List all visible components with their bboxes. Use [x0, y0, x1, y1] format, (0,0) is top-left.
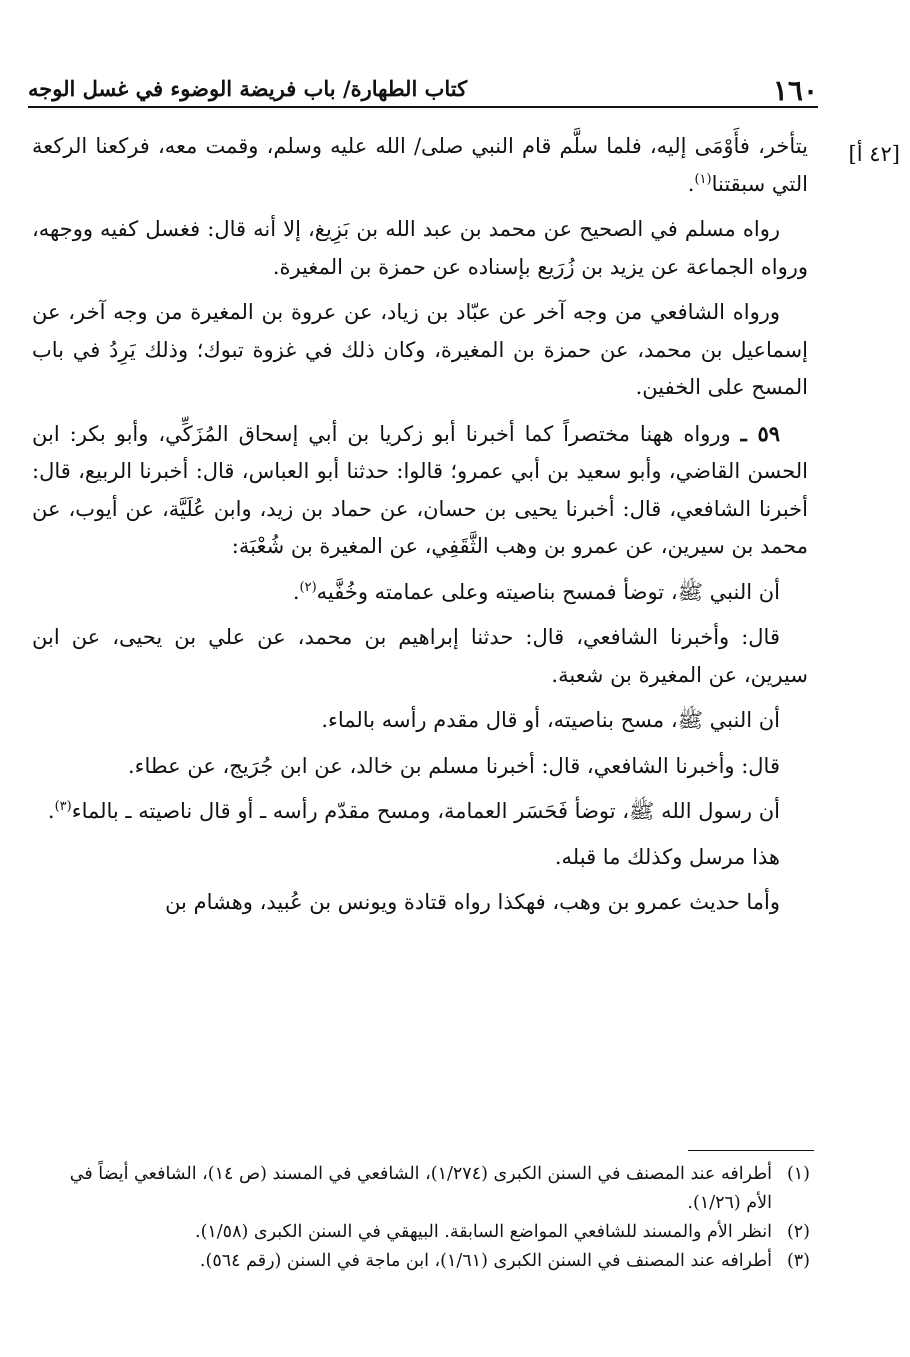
footnotes [34, 1160, 810, 1276]
footnote-text: انظر الأم والمسند للشافعي المواضع السابقة. البيهقي في السنن الكبرى (١/٥٨). [195, 1222, 772, 1242]
paragraph-9-text: أن رسول الله ﷺ، توضأ فَحَسَر العمامة، ومسح مقدّم رأسه ـ أو قال ناصيته ـ بالماء [71, 799, 780, 823]
paragraph-10: هذا مرسل وكذلك ما قبله. [554, 844, 780, 869]
paragraph-5-end: . [292, 579, 300, 604]
footnote-marker-2: (٢) [299, 579, 317, 595]
hadith-number: ٥٩ ـ [740, 420, 780, 446]
margin-folio-reference: [٤٢ أ] [848, 142, 900, 166]
page-number: ١٦٠ [772, 74, 818, 107]
footnote-continuation: الأم (١/٢٦). [687, 1193, 772, 1213]
footnote-number: (٢) [786, 1222, 810, 1242]
footnote-2 [34, 1218, 810, 1247]
paragraph-1-text: يتأخر، فأَوْمَى إليه، فلما سلَّم قام النبي صلى/ الله عليه وسلم، وقمت معه، فركعنا الركعة التي سبقتنا [32, 134, 808, 196]
paragraph-1-end: . [687, 171, 695, 196]
paragraph-7: أن النبي ﷺ، مسح بناصيته، أو قال مقدم رأسه بالماء. [321, 708, 780, 732]
page-header [28, 66, 818, 108]
footnote-text: أطرافه عند المصنف في السنن الكبرى (١/٢٧٤)، الشافعي في المسند (ص ١٤)، الشافعي أيضاً في [69, 1164, 772, 1184]
footnote-separator [688, 1150, 814, 1151]
paragraph-3: ورواه الشافعي من وجه آخر عن عبّاد بن زياد، عن عروة بن المغيرة من وجه آخر، عن إسماعيل بن محمد، عن حمزة بن المغيرة، وكان ذلك في غزوة تبوك؛ وذلك يَرِدُ في باب المسح على الخفين. [32, 300, 808, 399]
main-text [32, 128, 808, 930]
running-title: كتاب الطهارة/ باب فريضة الوضوء في غسل الوجه [28, 76, 468, 101]
footnote-1 [34, 1160, 810, 1218]
footnote-number: (٣) [786, 1251, 810, 1271]
footnote-text: أطرافه عند المصنف في السنن الكبرى (١/٦١)، ابن ماجة في السنن (رقم ٥٦٤). [199, 1251, 772, 1271]
footnote-marker-1: (١) [694, 171, 712, 187]
paragraph-2: رواه مسلم في الصحيح عن محمد بن عبد الله بن بَزِيغ، إلا أنه قال: فغسل كفيه ووجهه، ورواه الجماعة عن يزيد بن زُرَيع بإسناده عن حمزة بن المغيرة. [32, 217, 808, 279]
paragraph-1 [32, 128, 808, 203]
footnote-3 [34, 1247, 810, 1276]
paragraph-9-end: . [47, 799, 55, 823]
hadith-59-text: ورواه ههنا مختصراً كما أخبرنا أبو زكريا بن أبي إسحاق المُزَكِّي، وأبو بكر: ابن الحسن القاضي، وأبو سعيد بن أبي عمرو؛ قالوا: حدثنا أبو العباس، قال: أخبرنا الربيع، قال: أخبرنا الشافعي، قال: أخبرنا يحيى بن حسان، عن حماد بن زيد، وابن عُلَيَّة، عن أيوب، عن محمد بن سيرين، عن عمرو بن وهب الثَّقَفِي، عن المغيرة بن شُعْبَة: [32, 421, 808, 558]
footnote-number: (١) [786, 1164, 810, 1184]
paragraph-5-text: أن النبي ﷺ، توضأ فمسح بناصيته وعلى عمامته وخُفَّيه [316, 579, 780, 604]
paragraph-11: وأما حديث عمرو بن وهب، فهكذا رواه قتادة ويونس بن عُبيد، وهشام بن [165, 890, 780, 914]
paragraph-6: قال: وأخبرنا الشافعي، قال: حدثنا إبراهيم بن محمد، عن علي بن يحيى، عن ابن سيرين، عن المغيرة بن شعبة. [32, 625, 808, 687]
paragraph-9 [32, 793, 808, 831]
paragraph-8: قال: وأخبرنا الشافعي، قال: أخبرنا مسلم بن خالد، عن ابن جُرَيج، عن عطاء. [127, 753, 780, 778]
paragraph-5 [32, 574, 808, 612]
footnote-marker-3: (٣) [54, 799, 72, 814]
hadith-59 [32, 415, 808, 566]
